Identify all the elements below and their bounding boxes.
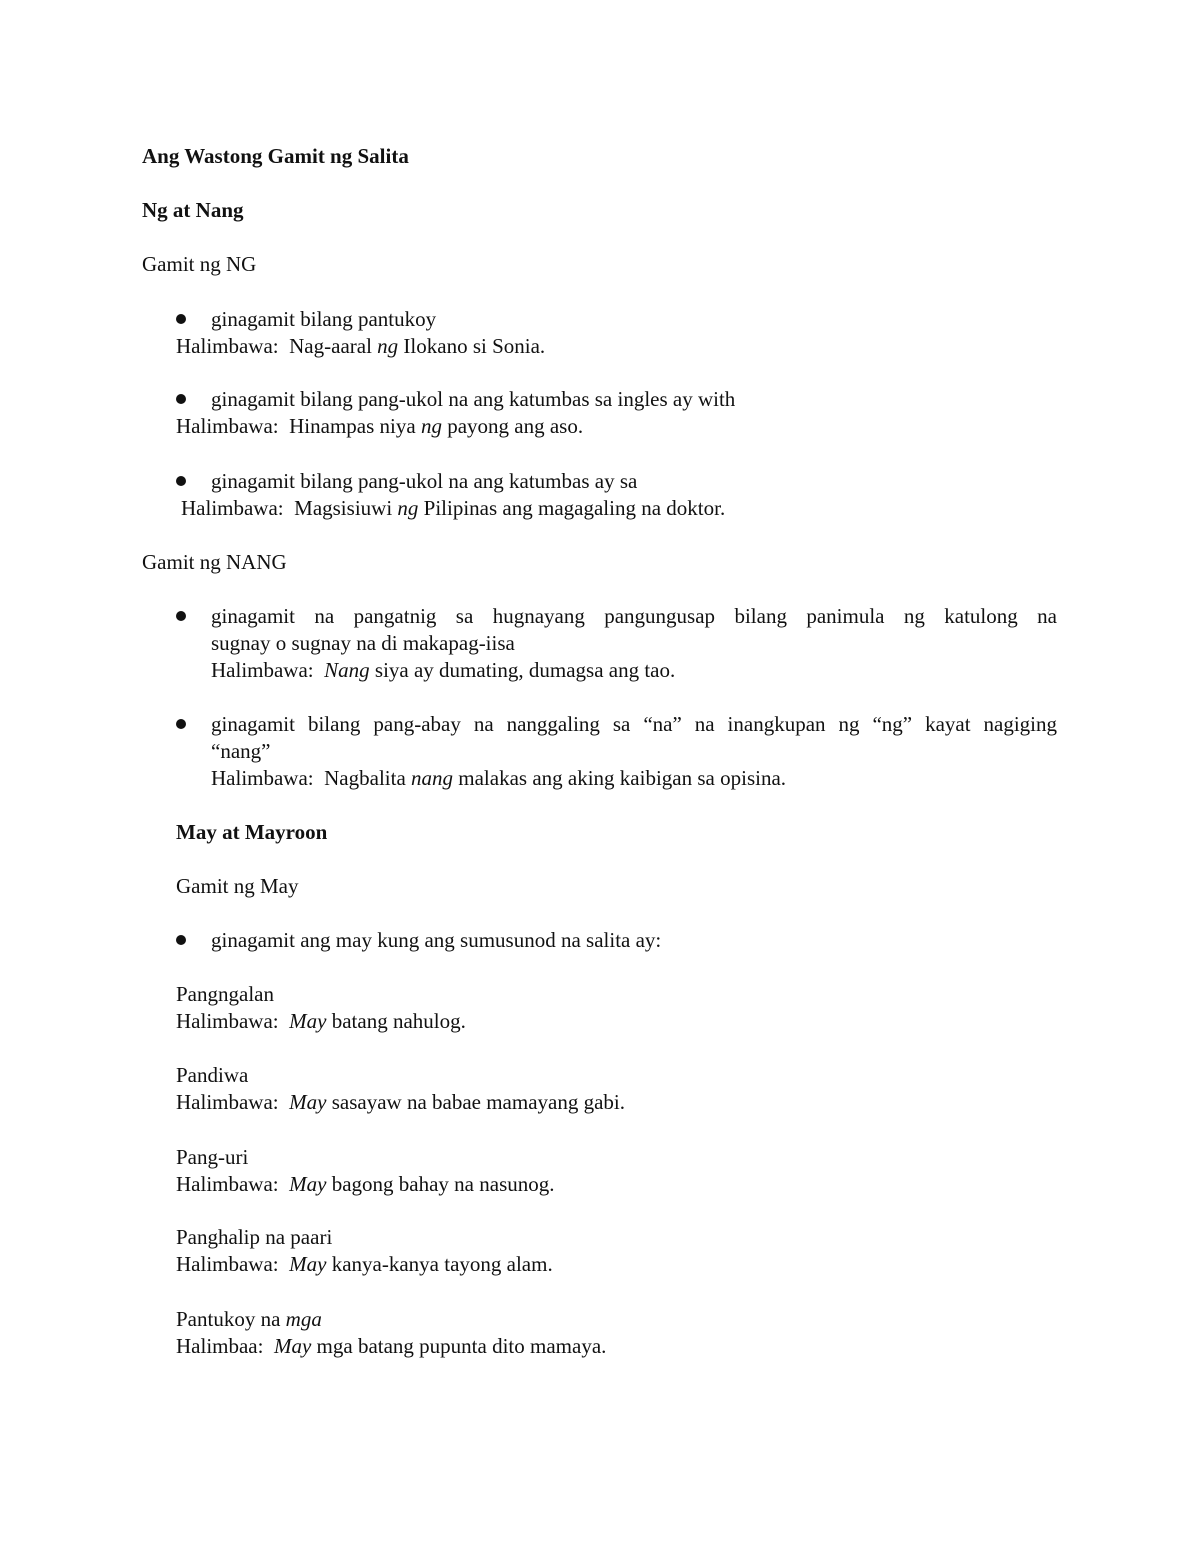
bullet-icon [176, 394, 186, 404]
example-emphasis: ng [397, 496, 419, 520]
example-text: Ilokano si Sonia. [403, 334, 546, 358]
list-item: ginagamit na pangatnig sa hugnayang pangungusap bilang panimula ng katulong na [211, 604, 1057, 628]
example-line [176, 1171, 555, 1198]
example-label: Halimbawa: [181, 496, 284, 520]
example-text: kanya-kanya tayong alam. [331, 1252, 553, 1276]
example-line [176, 1089, 625, 1116]
example-line [176, 333, 545, 360]
case-label-emphasis: mga [285, 1307, 322, 1331]
example-emphasis: May [289, 1009, 327, 1033]
list-item: ginagamit bilang pang-ukol na ang katumbas ay sa [211, 469, 638, 493]
example-text: payong ang aso. [447, 414, 584, 438]
case-label-text: Pantukoy na [176, 1307, 281, 1331]
example-line [176, 1333, 606, 1360]
bullet-icon [176, 935, 186, 945]
example-line [176, 1251, 553, 1278]
example-emphasis: May [273, 1334, 312, 1358]
list-item: ginagamit bilang pang-abay na nanggaling sa “na” na inangkupan ng “ng” kayat nagiging [211, 712, 1057, 736]
example-emphasis: nang [411, 766, 454, 790]
example-emphasis: ng [420, 414, 442, 438]
example-line [211, 765, 786, 792]
example-text: Hinampas niya [289, 414, 416, 438]
list-item-continuation: sugnay o sugnay na di makapag-iisa [211, 631, 515, 655]
example-line [176, 1008, 466, 1035]
section-heading-may-at-mayroon: May at Mayroon [176, 820, 328, 844]
example-text: siya ay dumating, dumagsa ang tao. [374, 658, 676, 682]
example-text: malakas ang aking kaibigan sa opisina. [458, 766, 787, 790]
case-label: Panghalip na paari [176, 1225, 333, 1249]
example-text: bagong bahay na nasunog. [331, 1172, 555, 1196]
example-label: Halimbaa: [176, 1334, 264, 1358]
subheading-gamit-ng-may: Gamit ng May [176, 874, 299, 898]
example-text: Pilipinas ang magagaling na doktor. [423, 496, 726, 520]
bullet-icon [176, 314, 186, 324]
bullet-icon [176, 719, 186, 729]
list-item-continuation: “nang” [211, 739, 271, 763]
subheading-gamit-ng-ng: Gamit ng NG [142, 252, 257, 276]
example-emphasis: May [289, 1172, 327, 1196]
example-text: Nag-aaral [289, 334, 372, 358]
example-emphasis: May [289, 1252, 327, 1276]
example-emphasis: Nang [324, 658, 370, 682]
example-label: Halimbawa: [176, 334, 279, 358]
example-text: Nagbalita [324, 766, 406, 790]
example-label: Halimbawa: [176, 1252, 279, 1276]
bullet-icon [176, 611, 186, 621]
example-text: sasayaw na babae mamayang gabi. [331, 1090, 626, 1114]
list-item: ginagamit bilang pang-ukol na ang katumbas sa ingles ay with [211, 387, 736, 411]
example-label: Halimbawa: [176, 1090, 279, 1114]
example-label: Halimbawa: [176, 1009, 279, 1033]
example-emphasis: ng [377, 334, 399, 358]
case-label: Pangngalan [176, 982, 274, 1006]
example-line [211, 657, 675, 684]
example-emphasis: May [289, 1090, 327, 1114]
subheading-gamit-ng-nang: Gamit ng NANG [142, 550, 287, 574]
example-label: Halimbawa: [176, 1172, 279, 1196]
case-label: Pang-uri [176, 1145, 249, 1169]
example-line [181, 495, 725, 522]
bullet-icon [176, 476, 186, 486]
section-heading-ng-at-nang: Ng at Nang [142, 198, 244, 222]
example-label: Halimbawa: [211, 658, 314, 682]
list-item: ginagamit bilang pantukoy [211, 307, 437, 331]
case-label [176, 1306, 322, 1333]
example-line [176, 413, 583, 440]
example-text: batang nahulog. [331, 1009, 466, 1033]
document-title: Ang Wastong Gamit ng Salita [142, 144, 409, 168]
example-text: mga batang pupunta dito mamaya. [316, 1334, 607, 1358]
example-text: Magsisiuwi [294, 496, 393, 520]
case-label: Pandiwa [176, 1063, 249, 1087]
list-item: ginagamit ang may kung ang sumusunod na salita ay: [211, 928, 662, 952]
example-label: Halimbawa: [211, 766, 314, 790]
example-label: Halimbawa: [176, 414, 279, 438]
